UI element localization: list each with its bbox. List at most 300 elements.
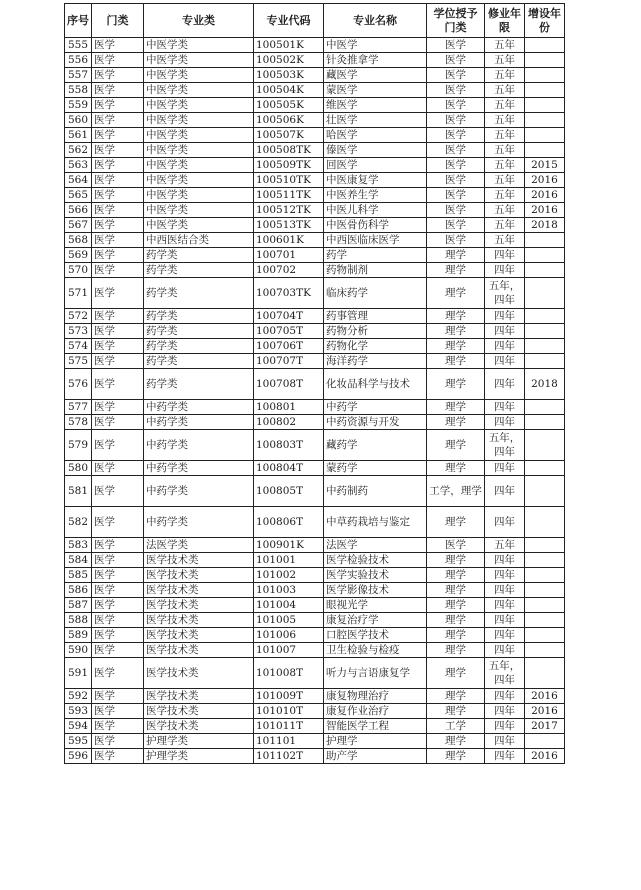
table-row [65,218,565,233]
table-cell: 585 [65,568,92,583]
table-cell: 理学 [427,704,485,719]
table-cell: 理学 [427,339,485,354]
table-cell: 理学 [427,553,485,568]
table-cell: 五年，四年 [485,658,525,689]
table-cell: 理学 [427,568,485,583]
table-row [65,507,565,538]
table-row [65,324,565,339]
header-cell: 门类 [92,4,144,38]
table-cell: 100707T [254,354,324,369]
table-cell: 574 [65,339,92,354]
table-cell: 医学 [92,613,144,628]
table-cell: 医学影像技术 [324,583,427,598]
table-cell: 中医学类 [144,53,254,68]
table-cell: 558 [65,83,92,98]
table-cell: 药事管理 [324,309,427,324]
table-cell: 四年 [485,339,525,354]
header-cell: 学位授予门类 [427,4,485,38]
table-cell [525,476,565,507]
table-cell [525,354,565,369]
table-row [65,38,565,53]
table-cell [525,658,565,689]
table-cell: 100505K [254,98,324,113]
table-row [65,128,565,143]
table-cell: 医学技术类 [144,658,254,689]
table-cell: 医学 [92,113,144,128]
table-cell: 医学 [92,158,144,173]
table-cell: 听力与言语康复学 [324,658,427,689]
table-cell: 中药学类 [144,400,254,415]
table-row [65,749,565,764]
table-cell: 五年 [485,68,525,83]
table-cell: 579 [65,430,92,461]
table-cell: 医学 [92,719,144,734]
table-cell: 药学 [324,248,427,263]
table-cell: 藏药学 [324,430,427,461]
table-cell: 四年 [485,324,525,339]
table-cell: 药学类 [144,248,254,263]
table-cell: 101005 [254,613,324,628]
table-cell: 医学 [92,507,144,538]
table-cell: 101006 [254,628,324,643]
table-cell: 四年 [485,689,525,704]
table-cell [525,98,565,113]
table-cell: 100507K [254,128,324,143]
table-cell: 医学技术类 [144,613,254,628]
table-cell: 五年 [485,53,525,68]
table-cell: 100804T [254,461,324,476]
table-row [65,430,565,461]
table-cell: 医学技术类 [144,628,254,643]
table-cell: 药学类 [144,354,254,369]
table-cell: 医学 [92,143,144,158]
table-cell: 医学技术类 [144,553,254,568]
table-cell [525,598,565,613]
header-cell: 增设年份 [525,4,565,38]
table-cell: 医学 [427,68,485,83]
table-cell: 100510TK [254,173,324,188]
table-cell: 理学 [427,658,485,689]
table-row [65,734,565,749]
table-cell: 医学 [92,278,144,309]
table-row [65,98,565,113]
table-cell: 医学 [92,568,144,583]
header-cell: 序号 [65,4,92,38]
header-cell: 专业代码 [254,4,324,38]
table-cell: 100503K [254,68,324,83]
table-cell: 眼视光学 [324,598,427,613]
table-cell [525,248,565,263]
table-cell: 中药学类 [144,476,254,507]
table-cell: 100501K [254,38,324,53]
table-cell: 医学 [92,98,144,113]
table-header-row [65,4,565,38]
table-cell [525,263,565,278]
table-cell: 医学 [92,128,144,143]
table-cell: 医学 [92,538,144,553]
table-row [65,704,565,719]
table-cell [525,734,565,749]
table-cell: 医学 [92,734,144,749]
table-cell: 医学 [92,658,144,689]
table-cell: 100502K [254,53,324,68]
table-cell: 四年 [485,583,525,598]
table-cell: 100706T [254,339,324,354]
table-cell: 医学 [427,158,485,173]
table-row [65,568,565,583]
table-cell [525,113,565,128]
table-cell: 医学 [427,83,485,98]
table-row [65,400,565,415]
table-cell: 理学 [427,278,485,309]
table-row [65,354,565,369]
table-row [65,173,565,188]
table-cell: 医学 [92,233,144,248]
table-cell: 中药学类 [144,415,254,430]
table-cell: 五年 [485,128,525,143]
table-cell [525,538,565,553]
table-cell: 中医学类 [144,98,254,113]
table-cell: 医学 [92,309,144,324]
table-cell: 理学 [427,400,485,415]
table-body [65,38,565,764]
header-cell: 专业名称 [324,4,427,38]
table-cell: 101102T [254,749,324,764]
table-cell: 595 [65,734,92,749]
table-row [65,613,565,628]
table-cell: 医学 [92,583,144,598]
table-cell: 壮医学 [324,113,427,128]
table-cell: 564 [65,173,92,188]
table-cell: 2016 [525,749,565,764]
table-cell: 医学检验技术 [324,553,427,568]
table-cell: 中医学类 [144,173,254,188]
table-cell [525,415,565,430]
table-cell: 中医养生学 [324,188,427,203]
table-cell: 护理学 [324,734,427,749]
table-cell: 理学 [427,507,485,538]
table-cell: 理学 [427,598,485,613]
table-cell: 582 [65,507,92,538]
table-cell: 559 [65,98,92,113]
table-row [65,278,565,309]
table-cell: 四年 [485,354,525,369]
table-row [65,53,565,68]
table-cell: 医学 [92,218,144,233]
table-cell: 医学技术类 [144,643,254,658]
table-cell: 101003 [254,583,324,598]
table-cell: 五年 [485,98,525,113]
table-cell: 584 [65,553,92,568]
table-cell: 理学 [427,689,485,704]
table-cell: 医学 [427,53,485,68]
table-cell: 医学 [92,68,144,83]
table-cell: 587 [65,598,92,613]
table-cell: 药学类 [144,339,254,354]
table-row [65,415,565,430]
table-cell: 理学 [427,628,485,643]
table-cell: 101001 [254,553,324,568]
table-cell: 理学 [427,354,485,369]
table-cell: 591 [65,658,92,689]
table-cell: 临床药学 [324,278,427,309]
table-cell: 药学类 [144,278,254,309]
table-cell: 101008T [254,658,324,689]
table-cell: 五年 [485,538,525,553]
table-cell: 101007 [254,643,324,658]
table-cell [525,309,565,324]
table-cell: 中药学类 [144,430,254,461]
table-row [65,689,565,704]
table-cell [525,233,565,248]
table-cell: 586 [65,583,92,598]
table-cell: 药学类 [144,324,254,339]
table-cell: 医学 [92,461,144,476]
table-cell: 中草药栽培与鉴定 [324,507,427,538]
table-cell [525,568,565,583]
table-cell: 四年 [485,309,525,324]
table-cell: 五年 [485,173,525,188]
table-cell: 康复治疗学 [324,613,427,628]
table-cell: 医学 [427,203,485,218]
table-cell: 理学 [427,309,485,324]
table-cell: 卫生检验与检疫 [324,643,427,658]
table-cell: 四年 [485,553,525,568]
table-cell: 医学实验技术 [324,568,427,583]
table-cell: 医学 [92,324,144,339]
table-cell: 100508TK [254,143,324,158]
table-cell: 560 [65,113,92,128]
table-cell: 100512TK [254,203,324,218]
table-cell [525,553,565,568]
table-cell: 四年 [485,461,525,476]
table-cell: 医学 [427,38,485,53]
table-cell [525,613,565,628]
table-cell [525,68,565,83]
table-cell: 医学 [427,218,485,233]
table-row [65,188,565,203]
table-cell [525,128,565,143]
table-cell: 四年 [485,263,525,278]
table-cell: 五年 [485,233,525,248]
table-cell: 中医学类 [144,83,254,98]
table-row [65,583,565,598]
table-cell: 医学 [92,628,144,643]
table-cell: 101010T [254,704,324,719]
table-cell: 578 [65,415,92,430]
table-cell [525,400,565,415]
table-cell: 法医学 [324,538,427,553]
table-cell: 五年，四年 [485,278,525,309]
table-cell: 医学 [427,233,485,248]
table-cell: 医学 [427,113,485,128]
table-cell: 康复物理治疗 [324,689,427,704]
table-cell: 医学 [92,689,144,704]
table-cell: 四年 [485,415,525,430]
table-cell: 药物化学 [324,339,427,354]
table-cell [525,339,565,354]
table-cell: 590 [65,643,92,658]
table-cell: 医学 [427,188,485,203]
table-cell [525,38,565,53]
table-cell: 2016 [525,203,565,218]
table-cell: 理学 [427,461,485,476]
table-cell: 100506K [254,113,324,128]
table-cell: 2015 [525,158,565,173]
table-row [65,598,565,613]
table-cell: 医学 [92,415,144,430]
table-cell: 2016 [525,188,565,203]
table-cell: 医学 [427,98,485,113]
table-cell: 四年 [485,704,525,719]
table-cell: 100805T [254,476,324,507]
table-cell: 医学技术类 [144,568,254,583]
table-cell: 573 [65,324,92,339]
table-cell: 100803T [254,430,324,461]
table-cell: 理学 [427,415,485,430]
table-cell: 556 [65,53,92,68]
header-cell: 修业年限 [485,4,525,38]
table-cell: 593 [65,704,92,719]
table-cell: 维医学 [324,98,427,113]
table-cell: 工学，理学 [427,476,485,507]
table-cell: 医学 [92,430,144,461]
table-cell: 四年 [485,400,525,415]
table-cell: 五年 [485,143,525,158]
table-cell: 医学 [92,203,144,218]
table-cell: 中药制药 [324,476,427,507]
table-cell: 594 [65,719,92,734]
table-cell: 理学 [427,369,485,400]
table-cell: 2016 [525,689,565,704]
table-cell: 康复作业治疗 [324,704,427,719]
table-cell: 医学技术类 [144,583,254,598]
table-cell: 566 [65,203,92,218]
table-cell [525,324,565,339]
table-cell: 回医学 [324,158,427,173]
table-cell: 四年 [485,613,525,628]
table-cell: 2016 [525,173,565,188]
table-cell: 100511TK [254,188,324,203]
table-cell: 药学类 [144,263,254,278]
table-cell: 2018 [525,218,565,233]
table-cell: 四年 [485,749,525,764]
table-cell: 五年 [485,38,525,53]
table-cell: 577 [65,400,92,415]
table-cell: 理学 [427,248,485,263]
table-cell: 蒙医学 [324,83,427,98]
table-cell: 医学 [92,263,144,278]
table-cell: 中医学 [324,38,427,53]
table-cell: 海洋药学 [324,354,427,369]
table-cell: 2018 [525,369,565,400]
table-cell: 针灸推拿学 [324,53,427,68]
table-cell: 四年 [485,734,525,749]
table-cell: 蒙药学 [324,461,427,476]
table-cell: 100901K [254,538,324,553]
table-cell: 五年 [485,218,525,233]
table-cell: 医学 [92,476,144,507]
table-cell: 四年 [485,598,525,613]
table-cell: 中医学类 [144,218,254,233]
table-cell: 588 [65,613,92,628]
table-row [65,461,565,476]
table-cell: 理学 [427,613,485,628]
table-cell: 100513TK [254,218,324,233]
table-cell: 100801 [254,400,324,415]
table-cell: 中医儿科学 [324,203,427,218]
table-cell: 100806T [254,507,324,538]
table-row [65,628,565,643]
table-cell: 101009T [254,689,324,704]
table-cell: 医学 [92,354,144,369]
table-cell: 医学 [92,643,144,658]
table-cell: 药物制剂 [324,263,427,278]
table-row [65,233,565,248]
table-cell: 101002 [254,568,324,583]
table-cell: 562 [65,143,92,158]
table-cell: 医学 [92,248,144,263]
table-cell: 101101 [254,734,324,749]
table-cell: 医学 [92,400,144,415]
table-cell: 581 [65,476,92,507]
table-cell: 100802 [254,415,324,430]
table-cell [525,628,565,643]
table-cell: 护理学类 [144,749,254,764]
table-cell [525,53,565,68]
table-cell: 四年 [485,248,525,263]
table-cell: 中西医结合类 [144,233,254,248]
table-cell [525,507,565,538]
table-cell: 化妆品科学与技术 [324,369,427,400]
table-cell: 法医学类 [144,538,254,553]
table-cell: 哈医学 [324,128,427,143]
table-cell: 101004 [254,598,324,613]
table-cell [525,278,565,309]
table-cell: 藏医学 [324,68,427,83]
table-cell [525,583,565,598]
table-cell: 医学 [92,38,144,53]
table-cell: 护理学类 [144,734,254,749]
table-row [65,309,565,324]
table-cell [525,83,565,98]
table-row [65,553,565,568]
table-row [65,643,565,658]
table-cell: 医学 [92,749,144,764]
table-cell: 智能医学工程 [324,719,427,734]
table-cell: 傣医学 [324,143,427,158]
major-catalog-table [64,3,565,764]
table-cell: 568 [65,233,92,248]
table-row [65,369,565,400]
table-cell: 医学 [92,369,144,400]
table-cell: 100704T [254,309,324,324]
table-row [65,143,565,158]
table-cell: 五年，四年 [485,430,525,461]
table-row [65,538,565,553]
table-cell: 医学 [92,704,144,719]
table-cell [525,143,565,158]
table-cell: 医学 [92,553,144,568]
table-cell: 中医学类 [144,128,254,143]
table-cell: 四年 [485,476,525,507]
table-cell: 四年 [485,507,525,538]
table-cell: 583 [65,538,92,553]
table-cell: 555 [65,38,92,53]
table-cell: 557 [65,68,92,83]
table-cell: 561 [65,128,92,143]
table-row [65,83,565,98]
